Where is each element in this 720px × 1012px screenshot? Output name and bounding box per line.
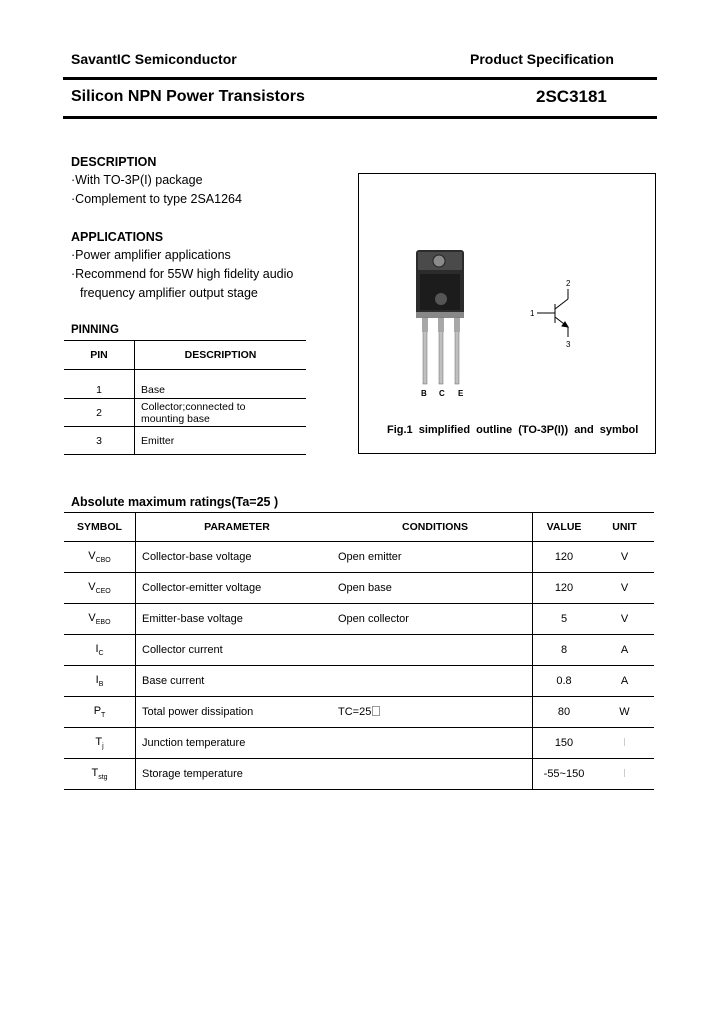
unit-cell: V — [595, 542, 654, 573]
unit-cell: A — [595, 635, 654, 666]
transistor-figure — [359, 174, 655, 453]
pin-description: Emitter — [135, 427, 307, 455]
parameter-cell: Collector-base voltage — [136, 542, 339, 573]
description-line: ·Complement to type 2SA1264 — [71, 192, 242, 206]
pin-number: 1 — [64, 370, 135, 399]
pin-number: 3 — [64, 427, 135, 455]
value-cell: 120 — [533, 573, 596, 604]
ratings-row — [64, 635, 654, 666]
ratings-table — [64, 512, 654, 790]
ratings-row — [64, 542, 654, 573]
pinning-row — [64, 370, 306, 399]
value-cell: 5 — [533, 604, 596, 635]
conditions-cell: Open emitter — [338, 542, 533, 573]
parameter-header: PARAMETER — [136, 513, 339, 542]
value-cell: 80 — [533, 697, 596, 728]
value-cell: 8 — [533, 635, 596, 666]
symbol-cell: $P_T$ — [64, 697, 136, 728]
symbol-pin-2-label: 2 — [566, 279, 571, 288]
conditions-header: CONDITIONS — [338, 513, 533, 542]
ratings-row — [64, 759, 654, 790]
product-type-title: Silicon NPN Power Transistors — [71, 88, 305, 105]
symbol-cell: $I_B$ — [64, 666, 136, 697]
unit-cell — [595, 759, 654, 790]
value-cell: 150 — [533, 728, 596, 759]
ratings-row — [64, 728, 654, 759]
pin-number: 2 — [64, 399, 135, 427]
pinning-header-row — [64, 341, 306, 370]
parameter-cell: Base current — [136, 666, 339, 697]
applications-line: ·Power amplifier applications — [71, 248, 231, 262]
symbol-cell: $V_{CEO}$ — [64, 573, 136, 604]
parameter-cell: Emitter-base voltage — [136, 604, 339, 635]
parameter-cell: Collector current — [136, 635, 339, 666]
company-name: SavantIC Semiconductor — [71, 51, 237, 67]
part-number: 2SC3181 — [536, 87, 607, 106]
unit-cell: W — [595, 697, 654, 728]
symbol-cell: $T_{stg}$ — [64, 759, 136, 790]
parameter-cell: Collector-emitter voltage — [136, 573, 339, 604]
figure-box — [358, 173, 656, 454]
conditions-cell — [338, 666, 533, 697]
value-cell: -55~150 — [533, 759, 596, 790]
pin-header: PIN — [64, 341, 135, 370]
pinning-title: PINNING — [71, 324, 119, 336]
conditions-cell: Open collector — [338, 604, 533, 635]
parameter-cell: Junction temperature — [136, 728, 339, 759]
conditions-cell: Open base — [338, 573, 533, 604]
ratings-header-row — [64, 513, 654, 542]
ratings-row — [64, 666, 654, 697]
value-cell: 120 — [533, 542, 596, 573]
symbol-pin-3-label: 3 — [566, 340, 571, 349]
degree-celsius-icon — [624, 738, 625, 746]
applications-title: APPLICATIONS — [71, 230, 164, 244]
pinning-table — [64, 340, 306, 455]
ratings-title: Absolute maximum ratings(Ta=25 ) — [71, 495, 279, 509]
npn-symbol — [537, 289, 568, 337]
value-header: VALUE — [533, 513, 596, 542]
degree-celsius-icon — [624, 769, 625, 777]
unit-cell: V — [595, 604, 654, 635]
symbol-header: SYMBOL — [64, 513, 136, 542]
to3p-package-image — [416, 250, 464, 384]
conditions-cell — [338, 759, 533, 790]
ratings-row — [64, 573, 654, 604]
pinning-row — [64, 427, 306, 455]
value-cell: 0.8 — [533, 666, 596, 697]
symbol-cell: $I_C$ — [64, 635, 136, 666]
unit-header: UNIT — [595, 513, 654, 542]
pin-description-header: DESCRIPTION — [135, 341, 307, 370]
symbol-pin-1-label: 1 — [530, 309, 535, 318]
applications-line: frequency amplifier output stage — [80, 286, 258, 300]
figure-caption: Fig.1 simplified outline (TO-3P(I)) and symbol — [387, 424, 639, 436]
symbol-cell: $V_{EBO}$ — [64, 604, 136, 635]
conditions-cell — [338, 635, 533, 666]
parameter-cell: Storage temperature — [136, 759, 339, 790]
lead-label-c: C — [439, 389, 445, 398]
unit-cell: V — [595, 573, 654, 604]
pin-description: Collector;connected to mounting base — [135, 399, 307, 427]
description-title: DESCRIPTION — [71, 155, 157, 169]
lead-label-b: B — [421, 389, 427, 398]
pinning-row — [64, 399, 306, 427]
ratings-row — [64, 604, 654, 635]
symbol-cell: $T_j$ — [64, 728, 136, 759]
header-rule-bottom — [63, 116, 657, 119]
parameter-cell: Total power dissipation — [136, 697, 339, 728]
degree-glyph-icon — [372, 706, 380, 716]
ratings-row — [64, 697, 654, 728]
header-rule-top — [63, 77, 657, 80]
unit-cell — [595, 728, 654, 759]
lead-label-e: E — [458, 389, 464, 398]
unit-cell: A — [595, 666, 654, 697]
applications-line: ·Recommend for 55W high fidelity audio — [71, 267, 294, 281]
pin-description: Base — [141, 384, 165, 396]
conditions-cell: TC=25 — [338, 697, 533, 728]
symbol-cell: $V_{CBO}$ — [64, 542, 136, 573]
description-line: ·With TO-3P(I) package — [71, 173, 203, 187]
conditions-cell — [338, 728, 533, 759]
product-specification-label: Product Specification — [470, 51, 614, 67]
